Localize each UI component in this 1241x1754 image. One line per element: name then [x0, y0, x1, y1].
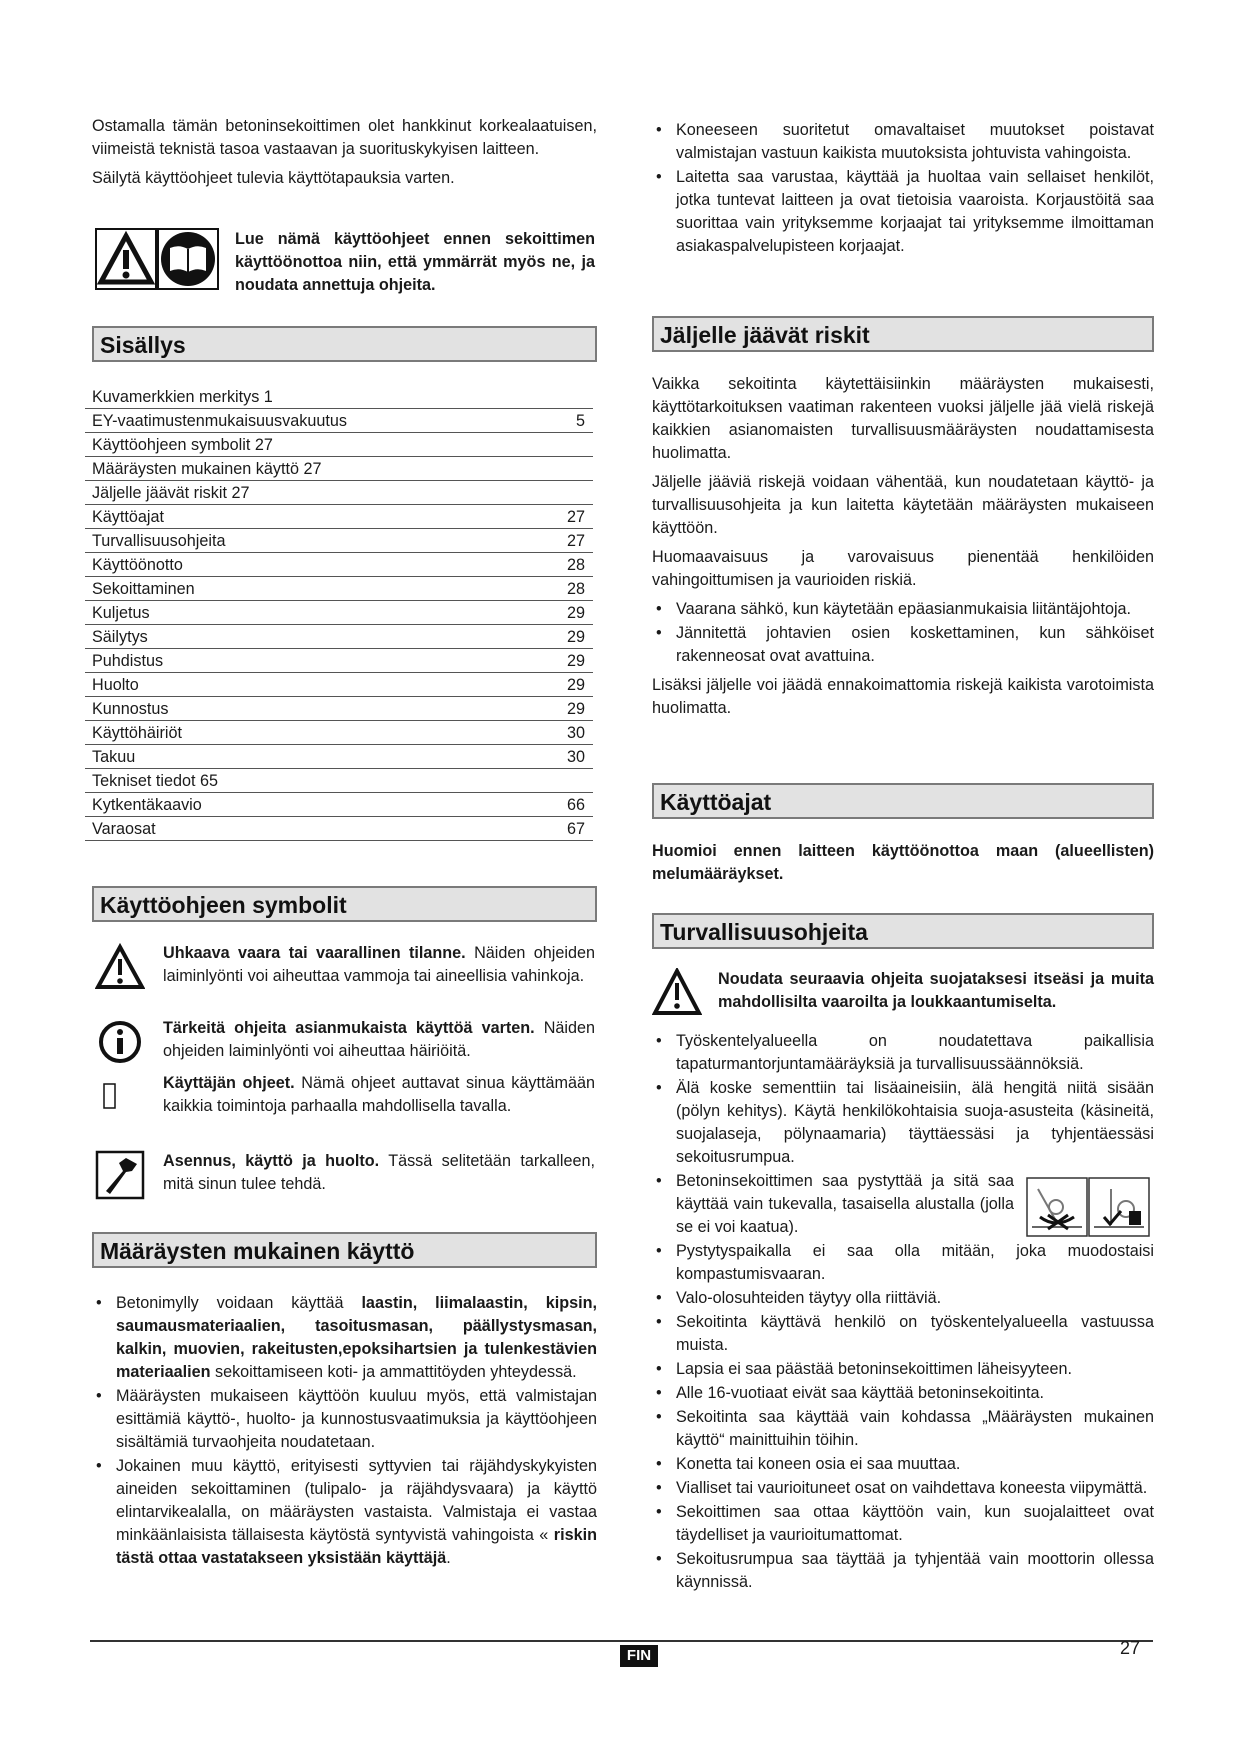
residual-p3: Huomaavaisuus ja varovaisuus pienentää henkilöiden vahingoittumisen ja vaurioiden riskiä. — [652, 548, 1154, 589]
toc-row — [85, 505, 593, 529]
list-item: • Sekoitinta saa käyttää vain kohdassa „Määräysten mukainen käyttö“ mainittuihin töihin. — [652, 1406, 1154, 1452]
list-item: • Betonimylly voidaan käyttää laastin, liimalaastin, kipsin, saumausmateriaalien, tasoitusmasan, päällystysmasan, kalkin, muovien, rakeitusten,epoksihartsien ja tulenkestävien materiaalien sekoittamiseen koti- ja ammattitöyden yhteydessä. — [92, 1292, 597, 1384]
symbol-important — [95, 1017, 595, 1063]
toc-label: Tekniset tiedot 65 — [92, 772, 218, 790]
residual-p1: Vaikka sekoitinta käytettäisiinkin määräysten mukaisesti, käyttötarkoituksen vaatiman rakenteen vuoksi jäljelle jää vielä riskejä kaikkien asianomaisten turvallisuusmääräysten noudattamisesta huolimatta. — [652, 375, 1154, 462]
toc-page: 28 — [566, 556, 585, 574]
residual-risks-heading: Jäljelle jäävät riskit — [652, 316, 1154, 352]
toc-page: 29 — [566, 652, 585, 670]
warning-triangle-icon — [652, 968, 702, 1016]
symbol-assembly — [95, 1150, 595, 1196]
operating-times-heading: Käyttöajat — [652, 783, 1154, 819]
list-item: • Vaarana sähkö, kun käytetään epäasianmukaisia liitäntäjohtoja. — [652, 598, 1154, 621]
list-item: • Sekoitinta käyttävä henkilö on työskentelyalueella vastuussa muista. — [652, 1311, 1154, 1357]
toc-label: Säilytys — [92, 628, 148, 646]
toc-label: Käyttöönotto — [92, 556, 183, 574]
toc-label: EY-vaatimustenmukaisuusvakuutus — [92, 412, 347, 430]
stability-diagram — [1026, 1177, 1151, 1237]
list-item: • Työskentelyalueella on noudatettava paikallisia tapaturmantorjuntamääräyksiä ja turvallisuussäännöksiä. — [652, 1030, 1154, 1076]
read-manual-text: Lue nämä käyttöohjeet ennen sekoittimen käyttöönottoa niin, että ymmärrät myös ne, ja noudata annettuja ohjeita. — [235, 230, 595, 294]
toc-row — [85, 793, 593, 817]
toc-label: Kunnostus — [92, 700, 169, 718]
toc-page: 30 — [566, 724, 585, 742]
toc-label: Sekoittaminen — [92, 580, 195, 598]
symbol-user-notes — [95, 1072, 595, 1118]
read-manual-warning — [95, 228, 595, 298]
toc-label: Varaosat — [92, 820, 156, 838]
toc-label: Takuu — [92, 748, 136, 766]
toc-label: Kuvamerkkien merkitys 1 — [92, 388, 273, 406]
intro-keep-note: Säilytä käyttöohjeet tulevia käyttötapauksia varten. — [92, 169, 455, 187]
safety-warning — [652, 968, 1154, 1020]
safety-warning-text: Noudata seuraavia ohjeita suojataksesi itseäsi ja muita mahdollisilta vaaroilta ja loukkaantumiselta. — [718, 970, 1154, 1011]
toc-label: Käyttöhäiriöt — [92, 724, 182, 742]
page-number: 27 — [1120, 1638, 1141, 1658]
residual-list — [652, 598, 1154, 668]
toc-label: Kuljetus — [92, 604, 150, 622]
toc-label: Huolto — [92, 676, 139, 694]
assembly-text: Tässä selitetään tarkalleen, mitä sinun tulee tehdä. — [163, 1152, 596, 1193]
list-item: • Vialliset tai vaurioituneet osat on vaihdettava koneesta viipymättä. — [652, 1477, 1154, 1500]
read-manual-icon — [157, 228, 219, 290]
residual-p2: Jäljelle jääviä riskejä voidaan vähentää, kun noudatetaan käyttö- ja turvallisuusohjeita ja kun laitetta käytetään määräysten mukaiseen käyttöön. — [652, 473, 1154, 537]
important-text: Näiden ohjeiden laiminlyönti voi aiheuttaa häiriöitä. — [163, 1019, 595, 1060]
list-item: • Sekoittimen saa ottaa käyttöön vain, kun suojalaitteet ovat täydelliset ja vaurioitumattomat. — [652, 1501, 1154, 1547]
list-item: • Määräysten mukaiseen käyttöön kuuluu myös, että valmistajan esittämiä käyttö-, huolto- ja kunnostusvaatimuksia ja käyttöohjeen sisältämiä turvaohjeita noudatetaan. — [92, 1385, 597, 1454]
intended-use-list — [92, 1292, 597, 1571]
symbol-danger — [95, 942, 595, 988]
user-notes-title: Käyttäjän ohjeet. — [163, 1074, 295, 1092]
list-item: • Koneeseen suoritetut omavaltaiset muutokset poistavat valmistajan vastuun kaikista muutoksista johtuvista vahingoista. — [652, 119, 1154, 165]
list-item: • Pystytyspaikalla ei saa olla mitään, joka muodostaisi kompastumisvaaran. — [652, 1240, 1154, 1286]
wrench-icon — [95, 1150, 145, 1200]
toc-row — [85, 649, 593, 673]
danger-title: Uhkaava vaara tai vaarallinen tilanne. — [163, 944, 466, 962]
list-item: • Laitetta saa varustaa, käyttää ja huoltaa vain sellaiset henkilöt, jotka tuntevat laitteen ja ovat tietoisia vaaroista. Korjaustöitä saa suorittaa vain yrityksemme korjaajat tai yrityksemme ilmoittaman asiakaspalvelupisteen korjaajat. — [652, 166, 1154, 258]
danger-triangle-icon — [95, 942, 145, 992]
list-item: • Jokainen muu käyttö, erityisesti syttyvien tai räjähdyskykyisten aineiden sekoittaminen (tulipalo- ja räjähdysvaara) ja käyttö elintarvikealalla, on määräysten vastaista. Valmistaja ei vastaa minkäänlaisista tällaisesta käytöstä syntyvistä vahingoista « riskin tästä ottaa vastatakseen yksistään käyttäjä. — [92, 1455, 597, 1570]
toc-row — [85, 625, 593, 649]
toc-page: 66 — [566, 796, 585, 814]
info-icon — [95, 1017, 145, 1067]
toc-label: Käyttöohjeen symbolit 27 — [92, 436, 273, 454]
toc-row — [85, 409, 593, 433]
toc-row — [85, 457, 593, 481]
language-badge: FIN — [620, 1645, 658, 1667]
toc-row — [85, 433, 593, 457]
toc-row — [85, 553, 593, 577]
assembly-title: Asennus, käyttö ja huolto. — [163, 1152, 380, 1170]
toc-row — [85, 745, 593, 769]
danger-text: Näiden ohjeiden laiminlyönti voi aiheuttaa vammoja tai aineellisia vahinkoja. — [163, 944, 595, 985]
toc-row — [85, 529, 593, 553]
toc-row — [85, 817, 593, 841]
toc-label: Määräysten mukainen käyttö 27 — [92, 460, 322, 478]
toc-page: 30 — [566, 748, 585, 766]
toc-row — [85, 673, 593, 697]
toc-row — [85, 601, 593, 625]
intro-paragraph: Ostamalla tämän betoninsekoittimen olet hankkinut korkealaatuisen, viimeistä teknistä tasoa vastaavan ja suorituskykyisen laitteen. — [92, 117, 597, 158]
intended-use-heading: Määräysten mukainen käyttö — [92, 1232, 597, 1268]
toc-page: 27 — [566, 532, 585, 550]
toc-label: Käyttöajat — [92, 508, 164, 526]
footer-rule — [90, 1640, 1153, 1642]
toc-row — [85, 721, 593, 745]
list-item: • Alle 16-vuotiaat eivät saa käyttää betoninsekoitinta. — [652, 1382, 1154, 1405]
list-item: • Valo-olosuhteiden täytyy olla riittäviä. — [652, 1287, 1154, 1310]
toc-row — [85, 769, 593, 793]
toc-label: Jäljelle jäävät riskit 27 — [92, 484, 250, 502]
toc-label: Puhdistus — [92, 652, 164, 670]
toc-row — [85, 385, 593, 409]
toc-label: Turvallisuusohjeita — [92, 532, 226, 550]
list-item: • Betoninsekoittimen saa pystyttää ja sitä saa käyttää vain tukevalla, tasaisella alustalla (jolla se ei voi kaatua). — [652, 1170, 1154, 1239]
safety-list — [652, 1030, 1154, 1595]
contents-heading: Sisällys — [92, 326, 597, 362]
list-item: • Jännitettä johtavien osien koskettaminen, kun sähköiset rakenneosat ovat avattuina. — [652, 622, 1154, 668]
toc-page: 29 — [566, 604, 585, 622]
residual-p4: Lisäksi jäljelle voi jäädä ennakoimattomia riskejä kaikista varotoimista huolimatta. — [652, 676, 1154, 717]
list-item: • Sekoitusrumpua saa täyttää ja tyhjentää vain moottorin ollessa käynnissä. — [652, 1548, 1154, 1594]
safety-heading: Turvallisuusohjeita — [652, 913, 1154, 949]
toc-page: 28 — [566, 580, 585, 598]
toc-page: 67 — [566, 820, 585, 838]
list-item: • Älä koske sementtiin tai lisäaineisiin, älä hengitä niitä sisään (pölyn kehitys). Käytä henkilökohtaisia suoja-asusteita (käsineitä, suojalaseja, pölynaamaria) täyttäessäsi ja tyhjentäessäsi sekoitusrumpua. — [652, 1077, 1154, 1169]
operating-times-text: Huomioi ennen laitteen käyttöönottoa maan (alueellisten) melumääräykset. — [652, 842, 1154, 883]
warning-triangle-icon — [95, 228, 157, 290]
toc-page: 27 — [566, 508, 585, 526]
toc-row — [85, 481, 593, 505]
residual-risks-section — [652, 373, 1154, 726]
list-item: • Konetta tai koneen osia ei saa muuttaa. — [652, 1453, 1154, 1476]
intro-section — [92, 115, 597, 196]
toc-page: 29 — [566, 628, 585, 646]
toc-page: 29 — [566, 700, 585, 718]
toc-page: 29 — [566, 676, 585, 694]
user-notes-text: Nämä ohjeet auttavat sinua käyttämään kaikkia toimintoja parhaalla mahdollisella tavalla. — [163, 1074, 595, 1115]
toc-row — [85, 577, 593, 601]
list-item: • Lapsia ei saa päästää betoninsekoittimen läheisyyteen. — [652, 1358, 1154, 1381]
modification-list — [652, 119, 1154, 259]
toc-page: 5 — [575, 412, 585, 430]
toc-label: Kytkentäkaavio — [92, 796, 202, 814]
notes-icon — [95, 1072, 145, 1122]
table-of-contents — [85, 385, 593, 841]
symbols-heading: Käyttöohjeen symbolit — [92, 886, 597, 922]
toc-row — [85, 697, 593, 721]
important-title: Tärkeitä ohjeita asianmukaista käyttöä varten. — [163, 1019, 535, 1037]
